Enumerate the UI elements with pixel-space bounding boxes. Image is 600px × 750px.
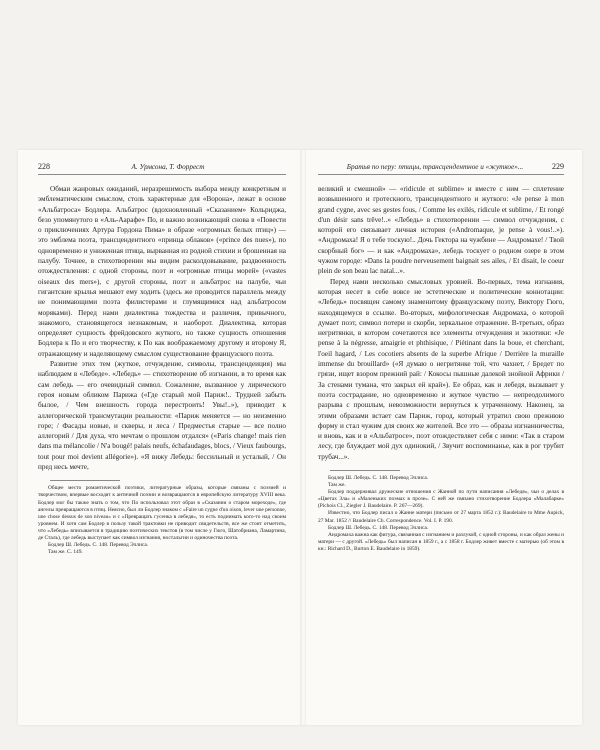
left-body-text — [38, 184, 286, 472]
right-page-number: 229 — [552, 162, 564, 171]
paragraph: Развитие этих тем (жуткое, отчуждение, символы, трансцендеиция) мы наблюдаем в «Лебеде». «Лебедь» — стихотворение об изгнании, в то время как сам лебедь — его очевидный символ. Сожаление, вызванное у лирического героя новым обликом Парижа («Где старый мой Париж!.. Трудней забыть былое, / Чем внешность города перестроить! Увы!..»), приводит к аллегорической трансмутации реальности: «Париж меняется — но неизменно горе; / Фасады новые, и скверы, и леса / Предместья старые — все полно аллегорий / Для духа, что мечтам о прошлом отдался» («Paris change! mais rien dans ma mélancolie / N'a bougé! palais neufs, échafaudages, blocs, / Vieux faubourgs, tout pour moi devient allégorie»). «Я вижу Лебедь: бессильный и усталый, / Он пред несь мечте, — [38, 360, 286, 472]
footnote: Бодлер Ш. Лебедь. С. 148. Перевод Эллиса. — [48, 542, 149, 549]
right-footnotes — [318, 475, 564, 553]
right-page — [306, 150, 582, 725]
footnote: Андромаха важна как фигура, связанная с изгнанием и разлукой, с одной стороны, и как образ жены и матери — с другой. «Лебедь» был написан в 1859 г., а с 1858 г. Бодлер живет вместе с матерью (об этом в кн.: Richard D., Burton E. Baudelaire in 1859). — [318, 531, 564, 552]
left-running-title: А. Урмсона, Т. Форрест — [131, 163, 205, 171]
footnote: Там же. — [328, 482, 346, 489]
paragraph: великий и смешной» — «ridicule et sublime» и вместе с ним — сплетение возвышенного и гротескного, трансцендентного и жуткого: «Je pense à mon grand cygne, avec ses gestes fous, / Comme les exilés, ridicule et sublime, / Et rongé d'un désir sans trêve!..» «Лебедь» в стихотворении — символ отчуждения, с которой его связывает личная история («Andromaque, je pense à vous!..»). «Андромаха! Я о тебе тоскую!.. Дочь Гектора на чужбине — Андромахе! / Твой скорбный бог» — и как «Андромаха», лебедь тоскует о родном озере в этом чужом городе: «Dans la poudre nerveusement baignait ses ailes, / Et disait, le coeur plein de son beau lac natal...». — [318, 185, 564, 276]
paragraph: Обмаи жанровых ожиданий, неразрешимость выбора между конкретным и эмблематическим смыслом, столь характерные для «Ворона», лежат в основе «Альбатроса» Бодлера. Альбатрос (вдохновленный «Сказанием» Кольриджа, безо упомянутого в «Аль-Аарафе» По, и важно возникающий снова в «Повести о приключениях Артура Гордона Пима» в образе «огромных белых птиц») — это эмблема поэта, трансцендентного «принца облаков» («prince des nues»), по одновременно и униженная птица, вырванная из родной стихии и брошенная на палубу. Точнее, в стихотворении мы видим расколдовывание, раздвоенность отождествления: с одной стороны, поэт и «огромные птицы морей» («vastes oiseaux des mers»), с другой стороны, поэт и альбатрос на палубе, чьи гигантские крылья мешают ему ходить (здесь же проводится параллель между не понимающими поэта филистерами и глумящимися над альбатросом моряками). Перед нами диалектика тождества и различия, привычного, знакомого, становящегося незнакомым, и наоборот. Диалектика, которая определяет сущность фрейдовского жуткого, но также сущность отношения Бодлера к По и его творчеству, к По как воображаемому другому и второму Я, отражающему и наделяющему смыслом существование французского поэта. — [38, 185, 286, 358]
footnote: Бодлер Ш. Лебедь. С. 148. Перевод Эллиса. — [328, 475, 429, 482]
paragraph: Перед нами несколько смысловых уровней. Во-первых, тема изгнания, которая несет в себе вовсе не эстетические и политические коннотации: «Лебедь» посвящен самому знаменитому французскому поэту, Виктору Гюго, находящемуся в ссылке. Во-вторых, мифологическая Андромаха, о которой думает поэт, символ потери и скорби, зеркальное отражение. В-третьих, образ негритянки, в котором сочетаются все элементы отчуждения и экзотики: «Je pense à la négresse, amaigrie et phthisique, / Piétinant dans la boue, et cherchant, l'oeil hagard, / Les cocotiers absents de la superbe Afrique / Derrière la muraille immense du brouillard» («Я думаю о негритянке той, что чахнет, / Бредет по грязи, ищет взором прежний рай: / Кокосы пышные далекой знойной Африки / За стенами тумана, что закрыл ей край»). Ее образ, как и лебедя, вызывает у поэта сострадание, но одновременно и жуткое чувство — непреодолимого разрыва с прошлым, невозможности вернуться к утраченному. Наконец, за этими образами встает сам Париж, город, который утратил свою прежнюю форму и стал чужим для своих же жителей. Все это — образы изгнанничества, и вновь, как и в «Альбатросе», поэт отождествляет себя с ними: «Так в старом лесу, где блуждает мой дух одинокий, / Звучит воспоминанье, как в рог трубит трубач...». — [318, 277, 564, 461]
footnote-rule — [50, 480, 120, 481]
footnote: Там же. С. 149. — [48, 549, 83, 556]
footnote: Общее место романтической поэтики, литературные образы, которые связаны с поэзией и творчеством, впервые восходят к античной поэзии и возвращаются в европейскую литературу XVIII века. Бодлер мог бы также знать о том, что По использовал этот образ в «Сказании о старом мореходе», где ангелы превращаются в птиц. Неясно, был ли Бодлер знаком с «Faire un cygne d'un oison, lever une personne, une chose dessus de son niveau» и с «Превращать гусенка в лебедя», то есть поднимать кого-то над своим уровнем. И хотя сам Бодлер в пользу такой трактовки не приводит свидетельств, все же стоит отметить, что «Лебедь» вписывается в традицию поэтических текстов (в том числе у Гюго, Шатобриана, Ламартина, де Сталь), где лебедь выступает как символ изгнания, ностальгии и одиночества поэта. — [38, 485, 286, 541]
right-body-text — [318, 184, 564, 462]
left-running-head — [38, 162, 286, 175]
footnote: Известно, что Бодлер писал о Жанне матери (письмо от 27 марта 1852 г.): Baudelaire to Mme Aupick, 27 Mar. 1852 // Baudelaire Ch. Correspondence. Vol. I. P. 190. — [318, 510, 564, 524]
footnote-rule — [330, 470, 400, 471]
left-page — [18, 150, 300, 725]
footnote: Бодлер Ш. Лебедь. С. 148. Перевод Эллиса. — [328, 524, 429, 531]
left-page-number: 228 — [38, 162, 50, 171]
footnote: Бодлер поддерживал дружеские отношения с Жанной по пути написания «Лебедя», чьи о делах в «Цветах Зла» и «Маленьких поэмах в прозе». С ней же связано стихотворение Бодлера «Малабарке» (Pichois Cl., Ziegler J. Baudelaire. P. 267—269). — [318, 489, 564, 510]
book-spread — [18, 150, 582, 725]
right-running-title: Братья по перу: птицы, трансцендентное и «жуткое»... — [346, 163, 524, 171]
right-running-head — [318, 162, 564, 175]
left-footnotes — [38, 485, 286, 556]
